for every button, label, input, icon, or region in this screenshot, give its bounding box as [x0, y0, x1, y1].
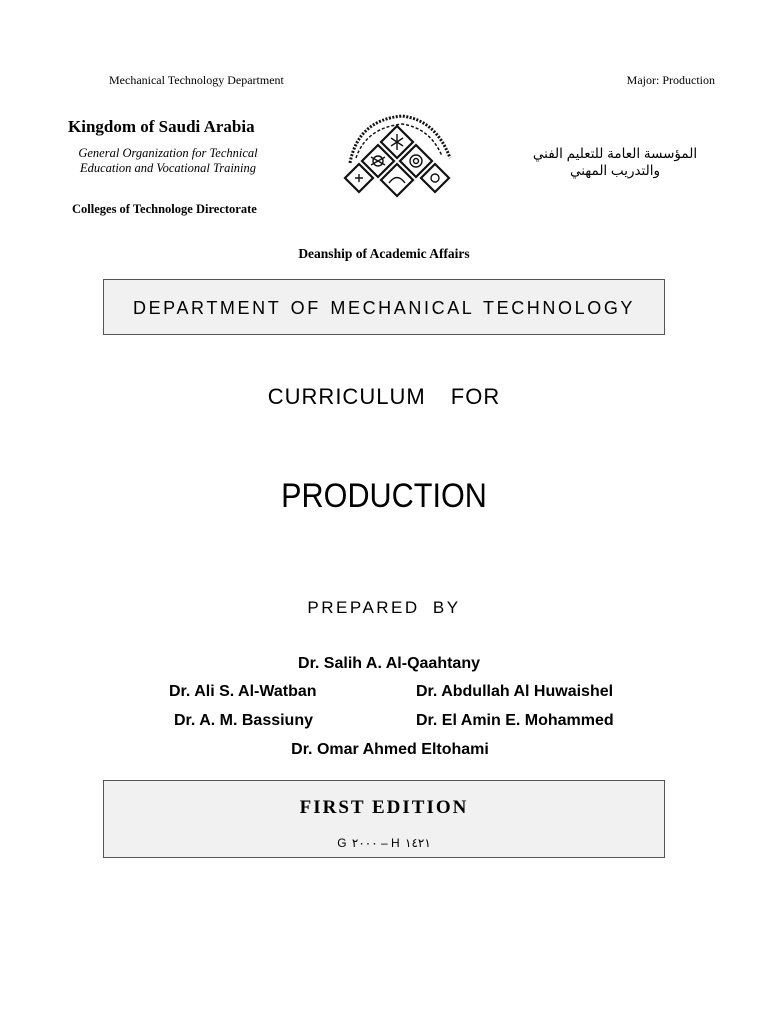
author-3: Dr. Abdullah Al Huwaishel	[416, 683, 614, 700]
kingdom-title: Kingdom of Saudi Arabia	[68, 117, 255, 136]
department-title: DEPARTMENT OF MECHANICAL TECHNOLOGY	[132, 298, 636, 318]
organization-name-line2: Education and Vocational Training	[79, 161, 257, 175]
organization-name-arabic	[520, 145, 710, 179]
department-title-box	[103, 279, 665, 335]
organization-name	[68, 146, 268, 176]
department-header: Mechanical Technology Department	[109, 73, 284, 87]
arabic-line1: المؤسسة العامة للتعليم الفني	[532, 146, 698, 161]
major-title: PRODUCTION	[281, 477, 487, 515]
organization-name-line1: General Organization for Technical	[78, 146, 258, 160]
author-4: Dr. A. M. Bassiuny	[174, 712, 313, 729]
directorate-label: Colleges of Technologe Directorate	[72, 202, 257, 216]
prepared-by-label: PREPARED BY	[307, 598, 461, 617]
arabic-line2: والتدريب المهني	[569, 163, 661, 178]
edition-title: FIRST EDITION	[299, 797, 469, 818]
edition-date: G ٢٠٠٠ – H ١٤٢١	[337, 836, 431, 850]
deanship-label: Deanship of Academic Affairs	[298, 246, 470, 261]
author-1: Dr. Salih A. Al-Qaahtany	[298, 655, 480, 672]
gotevot-emblem-icon	[340, 108, 455, 200]
author-5: Dr. El Amin E. Mohammed	[416, 712, 614, 729]
major-header: Major: Production	[626, 73, 715, 87]
edition-box	[103, 780, 665, 858]
curriculum-for-label: CURRICULUM FOR	[267, 384, 501, 409]
author-6: Dr. Omar Ahmed Eltohami	[291, 741, 489, 758]
author-2: Dr. Ali S. Al-Watban	[169, 683, 317, 700]
